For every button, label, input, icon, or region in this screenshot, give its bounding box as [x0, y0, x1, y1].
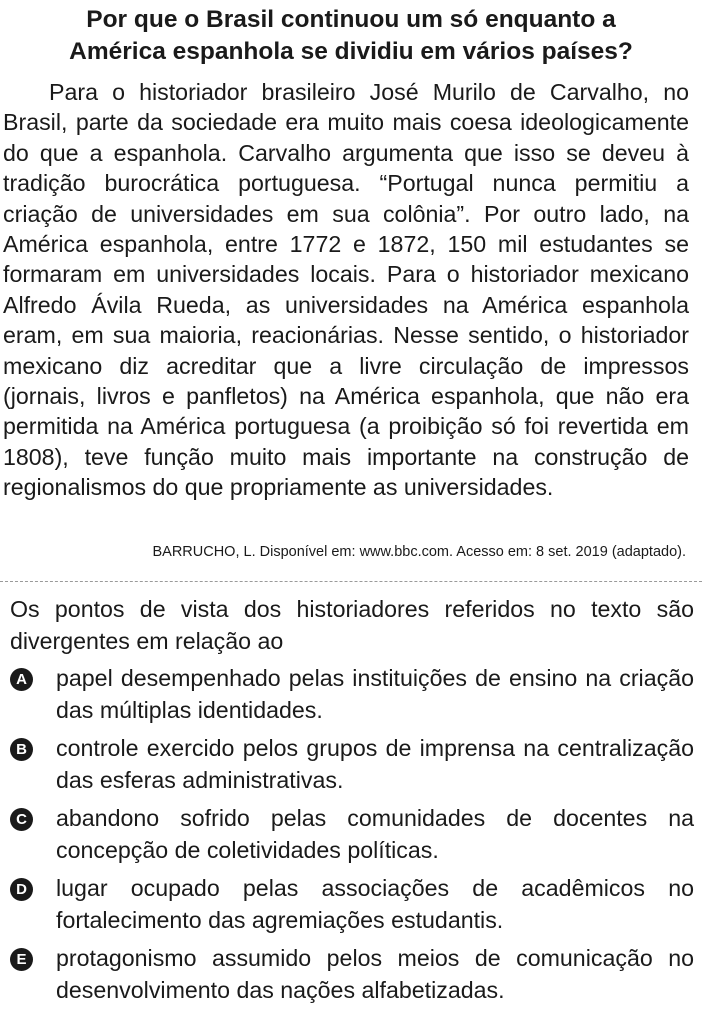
- option-e[interactable]: [10, 942, 694, 1006]
- option-a-text: papel desempenhado pelas instituições de ensino na criação das múltiplas identidades.: [56, 665, 694, 723]
- answer-options: [10, 662, 694, 1012]
- option-c-text: abandono sofrido pelas comunidades de docentes na concepção de coletividades políticas.: [56, 805, 694, 863]
- option-d-letter-icon: D: [10, 878, 33, 901]
- option-e-letter-icon: E: [10, 948, 33, 971]
- title-line-1: Por que o Brasil continuou um só enquanto a: [86, 6, 616, 33]
- option-d-text: lugar ocupado pelas associações de acadêmicos no fortalecimento das agremiações estudantis.: [56, 875, 694, 933]
- dashed-divider: [0, 581, 702, 582]
- option-e-text: protagonismo assumido pelos meios de comunicação no desenvolvimento das nações alfabetizadas.: [56, 945, 694, 1003]
- option-c[interactable]: [10, 802, 694, 866]
- option-b-letter-icon: B: [10, 738, 33, 761]
- question-title: [0, 4, 702, 68]
- option-a[interactable]: [10, 662, 694, 726]
- option-b-text: controle exercido pelos grupos de imprensa na centralização das esferas administrativas.: [56, 735, 694, 793]
- source-citation: BARRUCHO, L. Disponível em: www.bbc.com. Acesso em: 8 set. 2019 (adaptado).: [152, 544, 686, 560]
- question-stem: Os pontos de vista dos historiadores referidos no texto são divergentes em relação ao: [10, 596, 694, 654]
- title-line-2: América espanhola se dividiu em vários países?: [69, 38, 633, 65]
- option-d[interactable]: [10, 872, 694, 936]
- option-a-letter-icon: A: [10, 668, 33, 691]
- passage-text: Para o historiador brasileiro José Murilo de Carvalho, no Brasil, parte da sociedade era muito mais coesa ideologicamente do que a espanhola. Carvalho argumenta que isso se deveu à tradição burocrática portuguesa. “Portugal nunca permitiu a criação de universidades em sua colônia”. Por outro lado, na América espanhola, entre 1772 e 1872, 150 mil estudantes se formaram em universidades locais. Para o historiador mexicano Alfredo Ávila Rueda, as universidades na América espanhola eram, em sua maioria, reacionárias. Nesse sentido, o historiador mexicano diz acreditar que a livre circulação de impressos (jornais, livros e panfletos) na América espanhola, que não era permitida na América portuguesa (a proibição só foi revertida em 1808), teve função muito mais importante na construção de regionalismos do que propriamente as universidades.: [3, 79, 689, 501]
- option-b[interactable]: [10, 732, 694, 796]
- option-c-letter-icon: C: [10, 808, 33, 831]
